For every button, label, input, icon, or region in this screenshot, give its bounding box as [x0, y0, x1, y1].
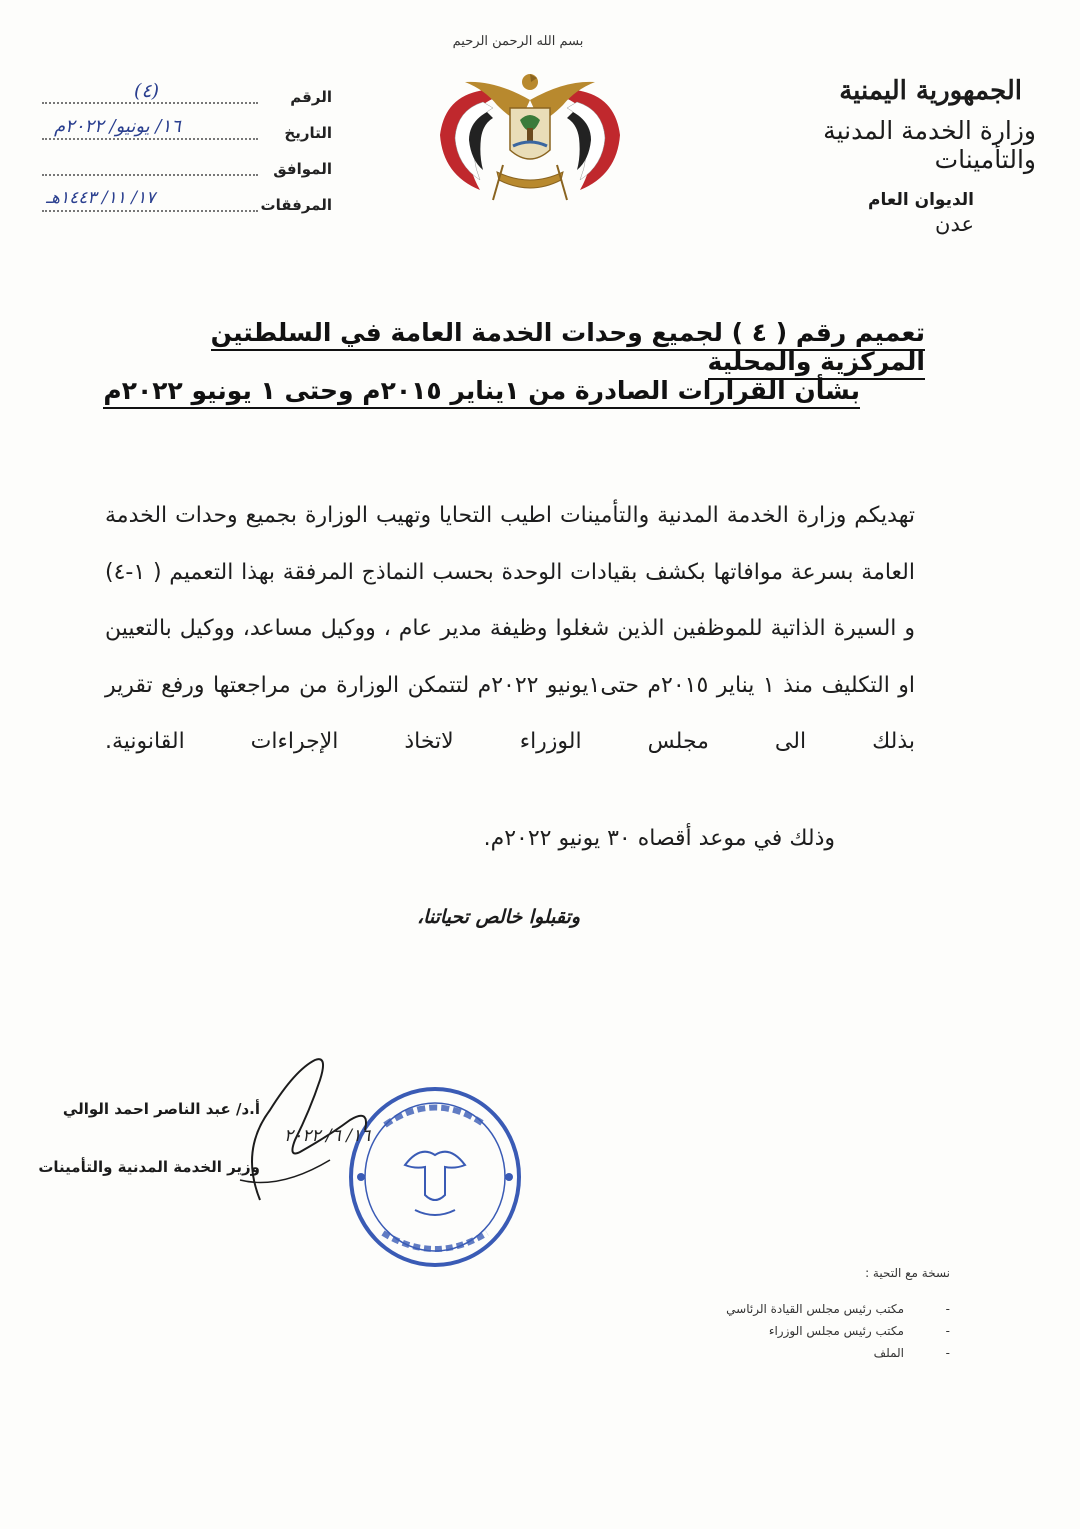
copy-recipient: مكتب رئيس مجلس الوزراء [768, 1324, 904, 1338]
reference-attachments-value: ١٧/ ١١/ ١٤٤٣هـ [46, 188, 156, 208]
signature-date: ١٦/ ٦/ ٢٠٢٢ [284, 1126, 371, 1146]
reference-corresponding-row [42, 152, 332, 188]
circular-title-line-1: تعميم رقم ( ٤ ) لجميع وحدات الخدمة العامة في السلطتين المركزية والمحلية [211, 318, 925, 380]
reference-attachments-label: المرفقات [260, 196, 332, 214]
closing-greeting: وتقبلوا خالص تحياتنا، [416, 906, 580, 928]
list-item [664, 1346, 950, 1368]
reference-number-value: (٤) [134, 80, 160, 102]
city-name: عدن [935, 212, 974, 236]
list-dash: - [945, 1302, 950, 1316]
republic-name: الجمهورية اليمنية [839, 76, 1022, 106]
dotted-line [42, 174, 258, 176]
list-item [664, 1324, 950, 1346]
basmala: بسم الله الرحمن الرحيم [452, 34, 584, 49]
copies-heading: نسخة مع التحية : [865, 1266, 950, 1280]
reference-date-label: التاريخ [284, 124, 332, 142]
dotted-line [42, 210, 258, 212]
reference-attachments-row [42, 188, 332, 224]
issuing-authority [776, 76, 1036, 236]
circular-title-line-2: بشأن القرارات الصادرة من ١يناير ٢٠١٥م وحتى ١ يونيو ٢٠٢٢م [103, 376, 860, 409]
reference-number-label: الرقم [290, 88, 332, 106]
reference-date-row [42, 116, 332, 152]
copy-recipient: الملف [873, 1346, 904, 1360]
reference-date-value: ١٦/ يونيو/ ٢٠٢٢م [54, 116, 181, 137]
list-dash: - [945, 1324, 950, 1338]
copy-recipient: مكتب رئيس مجلس القيادة الرئاسي [726, 1302, 904, 1316]
list-dash: - [945, 1346, 950, 1360]
signatory-name: أ.د/ عبد الناصر احمد الوالي [62, 1100, 260, 1118]
national-emblem-icon [425, 60, 635, 210]
list-item [664, 1302, 950, 1324]
circular-subject [60, 376, 860, 405]
deadline-sentence: وذلك في موعد أقصاه ٣٠ يونيو ٢٠٢٢م. [483, 826, 835, 851]
reference-number-row [42, 80, 332, 116]
dotted-line [42, 138, 258, 140]
circular-title [125, 318, 925, 376]
office-name: الديوان العام [868, 190, 974, 210]
ministry-name: وزارة الخدمة المدنية والتأمينات [823, 116, 1036, 174]
copies-to-block [664, 1266, 950, 1368]
reference-block [42, 80, 332, 224]
signatory-title: وزير الخدمة المدنية والتأمينات [38, 1158, 260, 1176]
dotted-line [42, 102, 258, 104]
reference-corresponding-label: الموافق [273, 160, 332, 178]
body-paragraph: تهديكم وزارة الخدمة المدنية والتأمينات اطيب التحايا وتهيب الوزارة بجميع وحدات الخدمة العامة بسرعة موافاتها بكشف بقيادات الوحدة بحسب النماذج المرفقة بهذا التعميم ( ١-٤) و السيرة الذاتية للموظفين الذين شغلوا وظيفة مدير عام ، ووكيل مساعد، ووكيل بالتعيين او التكليف منذ ١ يناير ٢٠١٥م حتى١يونيو ٢٠٢٢م لتتمكن الوزارة من مراجعتها ورفع تقرير بذلك الى مجلس الوزراء لاتخاذ الإجراءات القانونية. [105, 503, 915, 755]
